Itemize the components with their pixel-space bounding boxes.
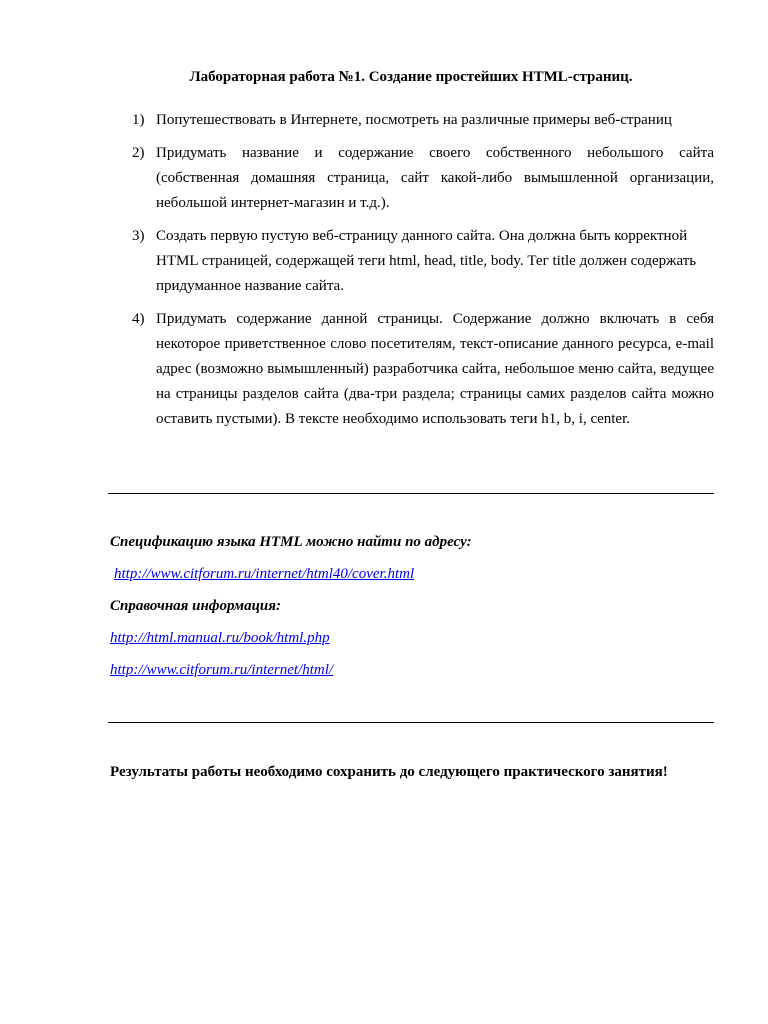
- task-text: Придумать содержание данной страницы. Содержание должно включать в себя некоторое приветственное слово посетителям, текст-описание данного ресурса, e-mail адрес (возможно вымышленный) разработчика сайта, небольшое меню сайта, ведущее на страницы разделов сайта (два-три раздела; страницы самих разделов сайта можно оставить пустыми). В тексте необходимо использовать теги h1, b, i, center.: [156, 311, 714, 427]
- task-text: Придумать название и содержание своего собственного небольшого сайта (собственная домашняя страница, сайт какой-либо вымышленной организации, небольшой интернет-магазин и т.д.).: [156, 145, 714, 211]
- info-link[interactable]: http://html.manual.ru/book/html.php: [110, 630, 330, 646]
- info-link[interactable]: http://www.citforum.ru/internet/html/: [110, 662, 334, 678]
- task-item: [110, 141, 714, 216]
- task-number: 1): [132, 112, 145, 128]
- task-item: [110, 307, 714, 432]
- task-number: 2): [132, 145, 145, 161]
- spec-link[interactable]: http://www.citforum.ru/internet/html40/cover.html: [114, 566, 415, 582]
- info-heading: Справочная информация:: [110, 598, 281, 614]
- task-list: [110, 108, 714, 440]
- footer-note: Результаты работы необходимо сохранить до следующего практического занятия!: [110, 764, 668, 780]
- task-text: Создать первую пустую веб-страницу данного сайта. Она должна быть корректной HTML страницей, содержащей теги html, head, title, body. Тег title должен содержать придуманное название сайта.: [156, 228, 697, 294]
- references-section: [110, 532, 714, 692]
- horizontal-divider: [108, 722, 714, 723]
- task-number: 3): [132, 228, 145, 244]
- task-number: 4): [132, 311, 145, 327]
- task-text: Попутешествовать в Интернете, посмотреть на различные примеры веб-страниц: [156, 112, 672, 128]
- horizontal-divider: [108, 493, 714, 494]
- task-item: [110, 108, 714, 133]
- spec-heading: Спецификацию языка HTML можно найти по адресу:: [110, 534, 472, 550]
- document-title: Лабораторная работа №1. Создание простейших HTML-страниц.: [189, 69, 633, 85]
- task-item: [110, 224, 714, 299]
